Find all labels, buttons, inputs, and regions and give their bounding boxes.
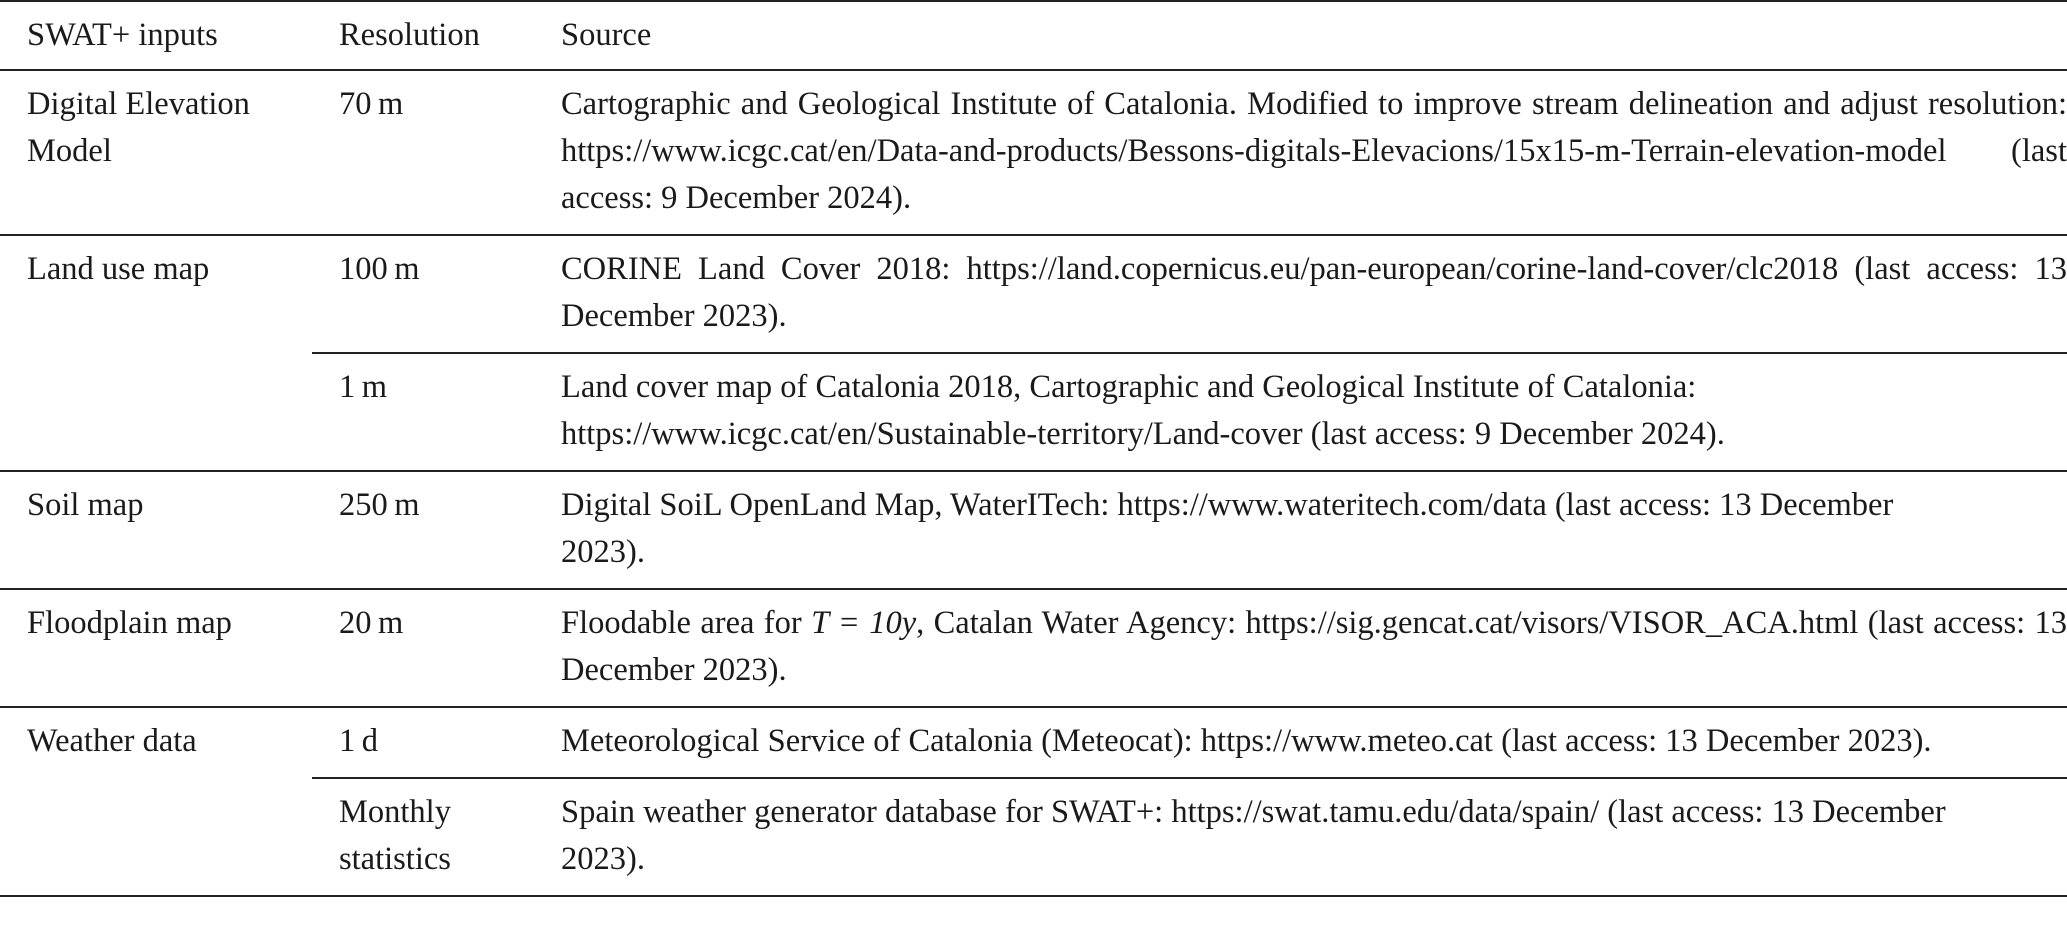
cell-source: Land cover map of Catalonia 2018, Cartographic and Geological Institute of Catalonia: https://www.icgc.cat/en/Sustainable-territory/Land-cover (last access: 9 December 2024). <box>534 353 2067 471</box>
cell-source: CORINE Land Cover 2018: https://land.copernicus.eu/pan-european/corine-land-cover/clc2018 (last access: 13 December 2023). <box>534 235 2067 353</box>
cell-source <box>534 589 2067 707</box>
return-period-formula: T = 10y <box>811 605 917 641</box>
cell-input: Soil map <box>0 471 312 589</box>
cell-resolution: 70 m <box>312 70 534 235</box>
cell-input: Weather data <box>0 707 312 896</box>
cell-resolution: 250 m <box>312 471 534 589</box>
cell-source: Meteorological Service of Catalonia (Meteocat): https://www.meteo.cat (last access: 13 December 2023). <box>534 707 2067 778</box>
cell-input: Digital Elevation Model <box>0 70 312 235</box>
cell-source: Spain weather generator database for SWAT+: https://swat.tamu.edu/data/spain/ (last access: 13 December 2023). <box>534 778 2067 896</box>
source-text-post: , Catalan Water Agency: https://sig.gencat.cat/visors/VISOR_ACA.html (last access: 13 December 2023). <box>561 605 2067 688</box>
cell-source: Digital SoiL OpenLand Map, WaterITech: https://www.wateritech.com/data (last access: 13 December 2023). <box>534 471 2067 589</box>
cell-resolution: 20 m <box>312 589 534 707</box>
table-row <box>0 707 2067 778</box>
header-resolution: Resolution <box>312 1 534 70</box>
cell-input: Land use map <box>0 235 312 471</box>
table-row <box>0 235 2067 353</box>
table-header-row <box>0 1 2067 70</box>
table-row <box>0 471 2067 589</box>
header-source: Source <box>534 1 2067 70</box>
cell-source: Cartographic and Geological Institute of Catalonia. Modified to improve stream delineation and adjust resolution: https://www.icgc.cat/en/Data-and-products/Bessons-digitals-Elevacions/15x15-m-Terrain-elevation-model (last access: 9 December 2024). <box>534 70 2067 235</box>
cell-resolution: 1 m <box>312 353 534 471</box>
table-row <box>0 70 2067 235</box>
cell-resolution: 1 d <box>312 707 534 778</box>
header-swat-inputs: SWAT+ inputs <box>0 1 312 70</box>
source-text-pre: Floodable area for <box>561 605 812 641</box>
cell-resolution: 100 m <box>312 235 534 353</box>
cell-resolution: Monthly statistics <box>312 778 534 896</box>
table-row <box>0 589 2067 707</box>
cell-input: Floodplain map <box>0 589 312 707</box>
